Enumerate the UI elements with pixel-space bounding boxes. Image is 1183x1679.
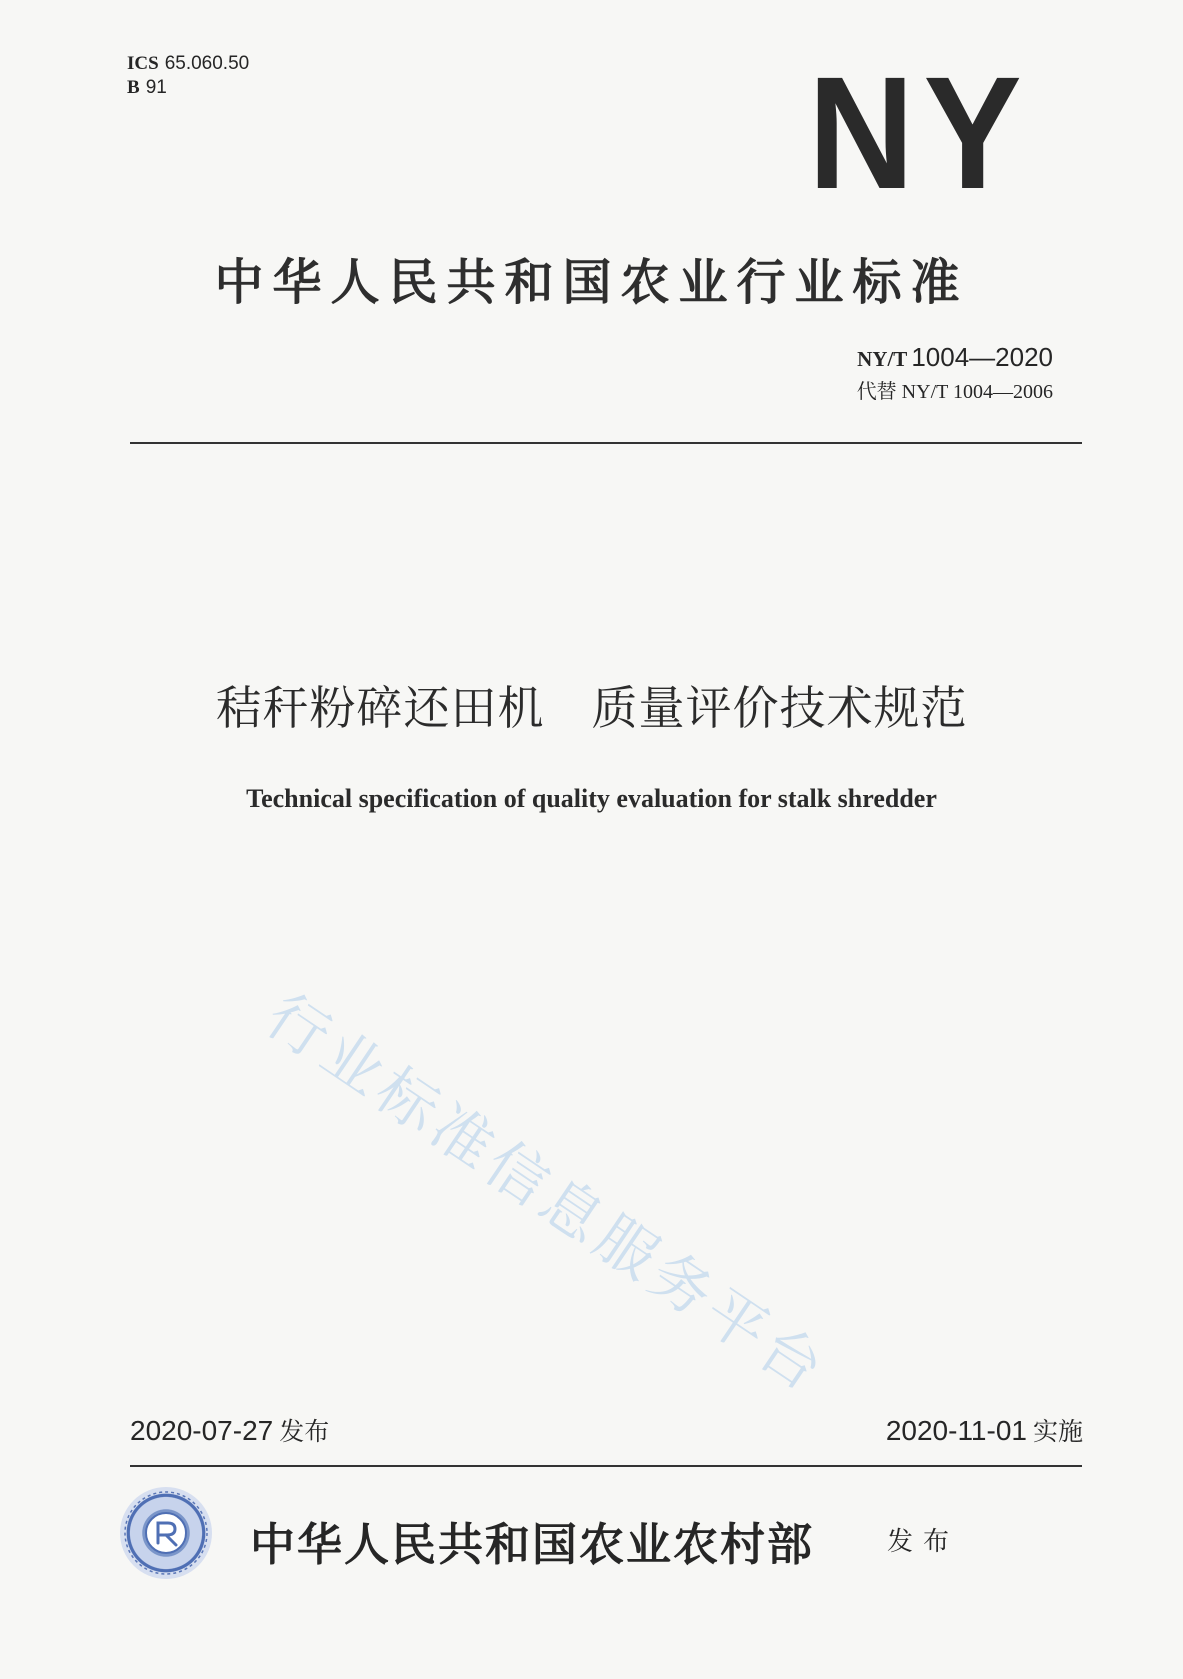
ics-line xyxy=(127,52,249,76)
standard-code-number: 1004—2020 xyxy=(911,342,1053,372)
standard-code-prefix: NY/T xyxy=(857,347,908,371)
watermark: 行业标准信息服务平台 xyxy=(253,980,840,1408)
classification-codes xyxy=(127,52,249,100)
replaces-standard: 代替 NY/T 1004—2006 xyxy=(856,381,1053,403)
implementation-date-line xyxy=(886,1412,1083,1448)
seal-emblem-icon xyxy=(120,1487,212,1579)
standard-code-block xyxy=(857,342,1053,406)
implementation-date: 2020-11-01 xyxy=(885,1415,1027,1446)
ics-label: ICS xyxy=(127,53,159,74)
standard-code xyxy=(857,342,1053,374)
document-title-zh: 秸秆粉碎还田机 质量评价技术规范 xyxy=(215,681,968,735)
issue-date-label: 发布 xyxy=(279,1417,330,1446)
ics-code: 65.060.50 xyxy=(164,53,250,74)
footer-divider xyxy=(130,1465,1082,1467)
document-title-en: Technical specification of quality evaluation for stalk shredder xyxy=(246,784,937,813)
standard-type-title: 中华人民共和国农业行业标准 xyxy=(214,254,969,311)
header-divider xyxy=(130,442,1082,444)
issue-date-line xyxy=(130,1412,329,1448)
category-mark: NY xyxy=(808,43,1031,222)
issuing-authority: 中华人民共和国农业农村部 xyxy=(250,1518,815,1571)
ccs-line xyxy=(127,76,249,100)
issue-word: 发布 xyxy=(887,1527,960,1557)
issue-date: 2020-07-27 xyxy=(130,1415,274,1446)
ccs-code: 91 xyxy=(145,77,167,98)
implementation-date-label: 实施 xyxy=(1032,1417,1083,1446)
ccs-label: B xyxy=(127,77,140,98)
